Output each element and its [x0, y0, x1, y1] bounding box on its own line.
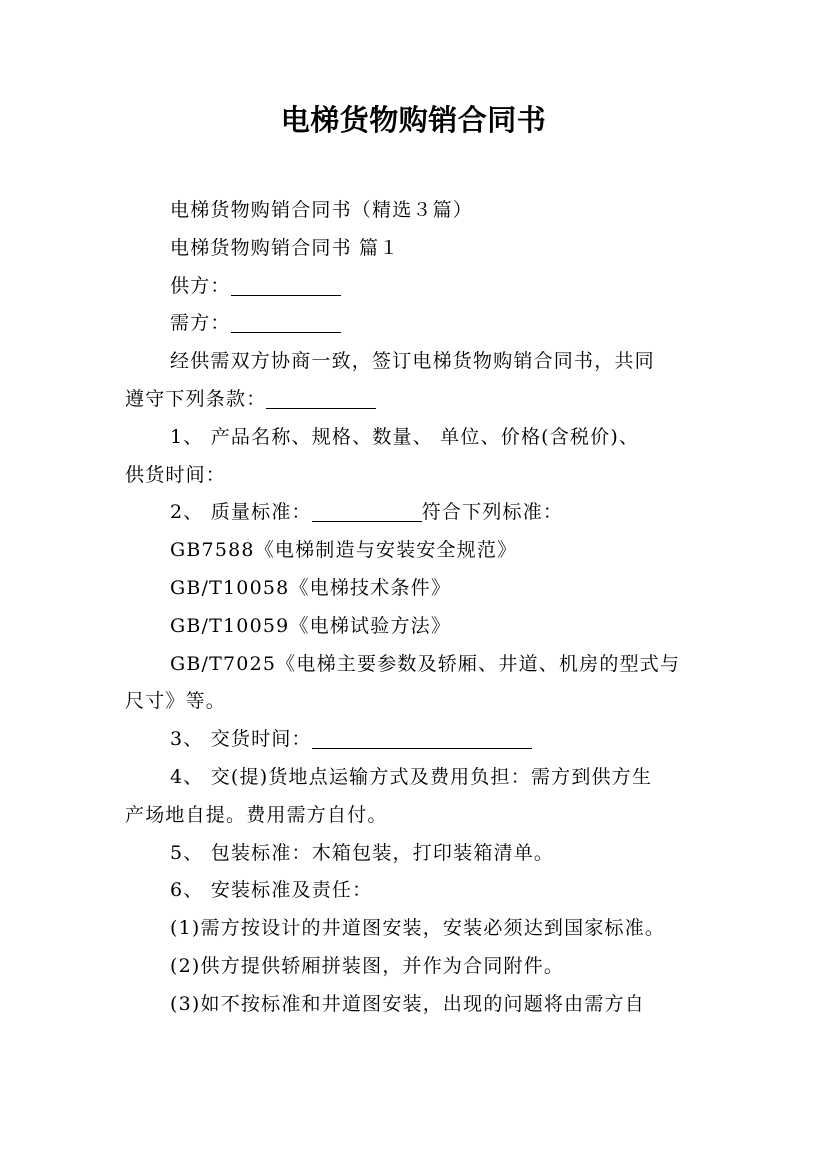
delivery-time-blank	[312, 726, 532, 749]
item-6-sub-3: (3)如不按标准和井道图安装，出现的问题将由需方自	[170, 992, 645, 1015]
item-3-line	[125, 721, 715, 759]
item-5-line: 5、 包装标准：木箱包装，打印装箱清单。	[170, 841, 555, 864]
item-6-line: 6、 安装标准及责任：	[170, 879, 373, 902]
intro-line-1: 经供需双方协商一致，签订电梯货物购销合同书，共同	[170, 350, 655, 373]
item-1-line-1: 1、 产品名称、规格、数量、 单位、价格(含税价)、	[170, 425, 640, 448]
terms-blank	[266, 386, 376, 409]
standard-4-line-2: 尺寸》等。	[125, 690, 227, 713]
supplier-label: 供方：	[170, 274, 231, 297]
item-6-sub-1: (1)需方按设计的井道图安装，安装必须达到国家标准。	[170, 917, 666, 940]
section-heading: 电梯货物购销合同书 篇１	[170, 236, 400, 259]
quality-blank	[312, 499, 422, 522]
standard-2: GB/T10058《电梯技术条件》	[170, 576, 452, 599]
item-3-label: 3、 交货时间：	[170, 728, 312, 751]
intro-line-2	[125, 381, 715, 419]
document-title: 电梯货物购销合同书	[280, 103, 547, 137]
item-1-line-2: 供货时间：	[125, 463, 227, 486]
buyer-blank	[231, 310, 341, 333]
buyer-label: 需方：	[170, 312, 231, 335]
buyer-line	[125, 305, 715, 343]
item-2-label: 2、 质量标准：	[170, 501, 312, 524]
intro-line-2-text: 遵守下列条款：	[125, 387, 267, 410]
item-6-sub-2: (2)供方提供轿厢拼装图，并作为合同附件。	[170, 954, 565, 977]
item-4-line-2: 产场地自提。费用需方自付。	[125, 803, 388, 826]
supplier-line	[125, 268, 715, 306]
document-body	[125, 192, 715, 1024]
item-2-line	[125, 494, 715, 532]
standard-1: GB7588《电梯制造与安装安全规范》	[170, 539, 518, 562]
subtitle-line: 电梯货物购销合同书（精选３篇）	[170, 199, 474, 221]
item-4-line-1: 4、 交(提)货地点运输方式及费用负担：需方到供方生	[170, 765, 653, 788]
standard-4-line-1: GB/T7025《电梯主要参数及轿厢、井道、机房的型式与	[170, 652, 681, 675]
standard-3: GB/T10059《电梯试验方法》	[170, 614, 452, 637]
supplier-blank	[231, 273, 341, 296]
item-2-tail: 符合下列标准：	[421, 501, 564, 524]
